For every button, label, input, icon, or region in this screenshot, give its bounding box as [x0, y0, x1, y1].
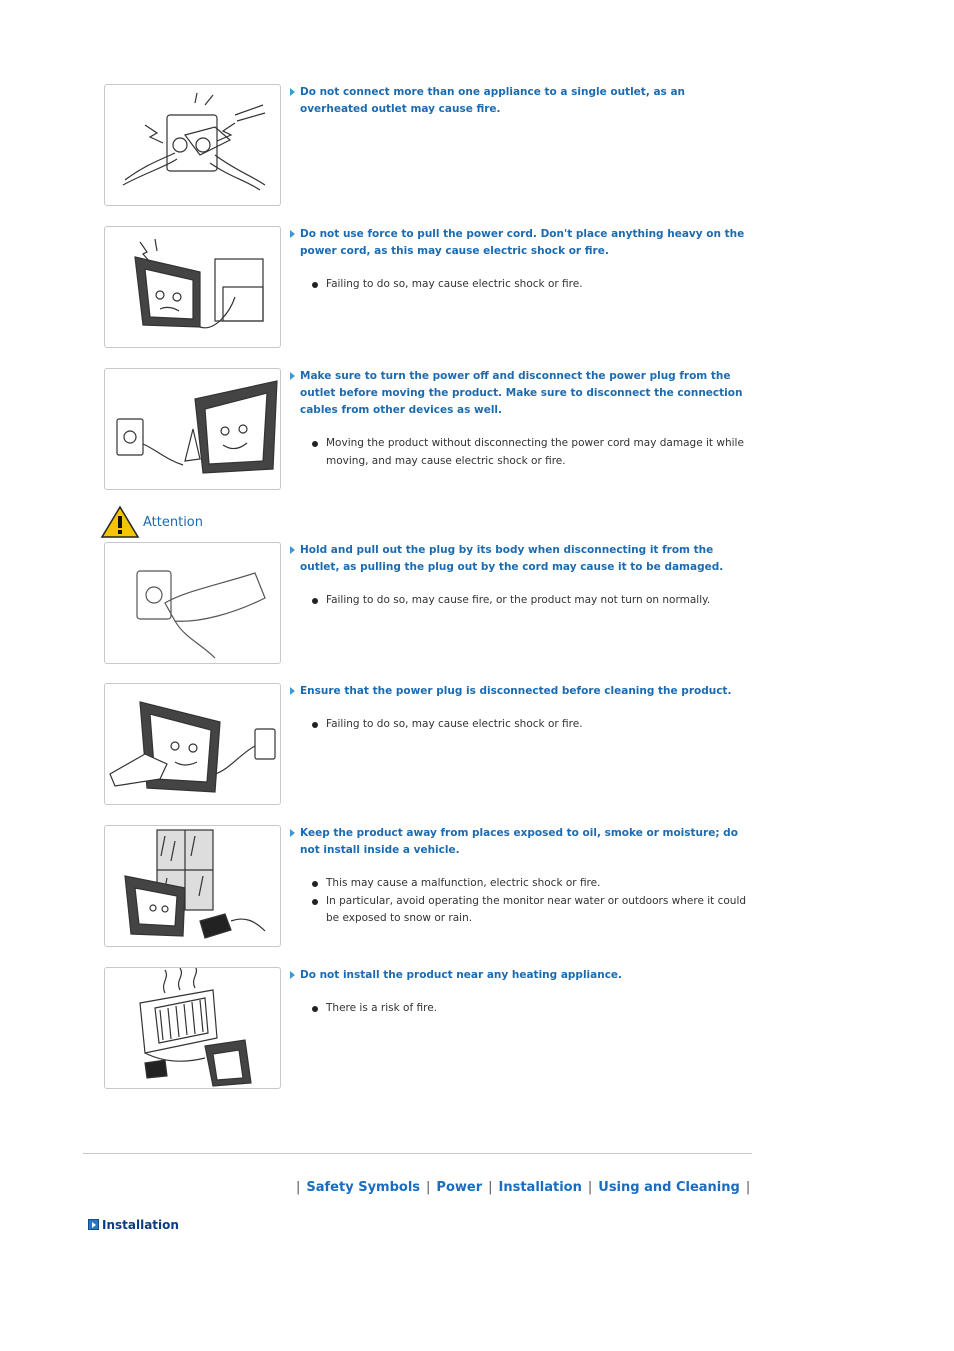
current-section-link[interactable]: [88, 1218, 179, 1232]
bullet-arrow-icon: [290, 687, 295, 695]
nav-link-installation[interactable]: Installation: [498, 1180, 582, 1195]
multi-plug-outlet-illustration: [104, 84, 281, 206]
safety-item-3: [104, 368, 754, 491]
safety-item-2: [104, 226, 754, 349]
pull-plug-illustration: [104, 542, 281, 664]
bullet-arrow-icon: [290, 546, 295, 554]
nav-link-power[interactable]: Power: [436, 1180, 483, 1195]
bullet-dot-icon: [312, 881, 318, 887]
item-heading: Do not use force to pull the power cord. Don't place anything heavy on the power cord, as this may cause electric shock or fire.: [290, 226, 752, 260]
nav-separator: |: [587, 1180, 593, 1195]
safety-item-5: [104, 683, 754, 806]
bullet-dot-icon: [312, 282, 318, 288]
nav-separator: |: [296, 1180, 301, 1195]
item-bullet: There is a risk of fire.: [326, 1000, 752, 1018]
safety-item-1: [104, 84, 754, 207]
item-bullet: Failing to do so, may cause electric shock or fire.: [326, 716, 752, 734]
moving-product-illustration: [104, 368, 281, 490]
bullet-dot-icon: [312, 899, 318, 905]
item-heading: Make sure to turn the power off and disconnect the power plug from the outlet before moving the product. Make sure to disconnect the connection cables from other devices as well.: [290, 368, 752, 419]
item-bullet: In particular, avoid operating the monitor near water or outdoors where it could be exposed to snow or rain.: [326, 893, 752, 928]
item-bullet: Failing to do so, may cause fire, or the product may not turn on normally.: [326, 592, 752, 610]
item-heading: Hold and pull out the plug by its body when disconnecting it from the outlet, as pulling the plug out by the cord may cause it to be damaged.: [290, 542, 752, 576]
pull-cord-illustration: [104, 226, 281, 348]
bullet-arrow-icon: [290, 88, 295, 96]
section-nav: [296, 1180, 756, 1195]
attention-label: Attention: [143, 515, 203, 530]
nav-link-using-and-cleaning[interactable]: Using and Cleaning: [598, 1180, 740, 1195]
cleaning-illustration: [104, 683, 281, 805]
safety-item-7: [104, 967, 754, 1090]
item-heading: Ensure that the power plug is disconnected before cleaning the product.: [290, 683, 752, 700]
heater-illustration: [104, 967, 281, 1089]
bullet-dot-icon: [312, 1006, 318, 1012]
nav-link-safety-symbols[interactable]: Safety Symbols: [306, 1180, 421, 1195]
attention-header: [100, 505, 203, 539]
safety-item-4: [104, 542, 754, 665]
item-heading: Do not install the product near any heating appliance.: [290, 967, 752, 984]
bullet-arrow-icon: [290, 372, 295, 380]
arrow-box-icon: [88, 1219, 99, 1230]
bullet-arrow-icon: [290, 971, 295, 979]
current-section-label: Installation: [102, 1218, 179, 1232]
bullet-dot-icon: [312, 722, 318, 728]
footer-divider: [83, 1153, 752, 1154]
bullet-dot-icon: [312, 598, 318, 604]
nav-separator: |: [488, 1180, 493, 1195]
bullet-arrow-icon: [290, 829, 295, 837]
nav-separator: |: [426, 1180, 431, 1195]
item-heading: Keep the product away from places exposed to oil, smoke or moisture; do not install inside a vehicle.: [290, 825, 752, 859]
item-heading: Do not connect more than one appliance to a single outlet, as an overheated outlet may cause fire.: [290, 84, 752, 118]
safety-item-6: [104, 825, 754, 948]
nav-separator: |: [745, 1180, 751, 1195]
item-bullet: This may cause a malfunction, electric shock or fire.: [326, 875, 752, 893]
bullet-dot-icon: [312, 441, 318, 447]
moisture-illustration: [104, 825, 281, 947]
warning-triangle-icon: [100, 505, 140, 539]
item-bullet: Moving the product without disconnecting the power cord may damage it while moving, and may cause electric shock or fire.: [326, 435, 752, 470]
bullet-arrow-icon: [290, 230, 295, 238]
item-bullet: Failing to do so, may cause electric shock or fire.: [326, 276, 752, 294]
